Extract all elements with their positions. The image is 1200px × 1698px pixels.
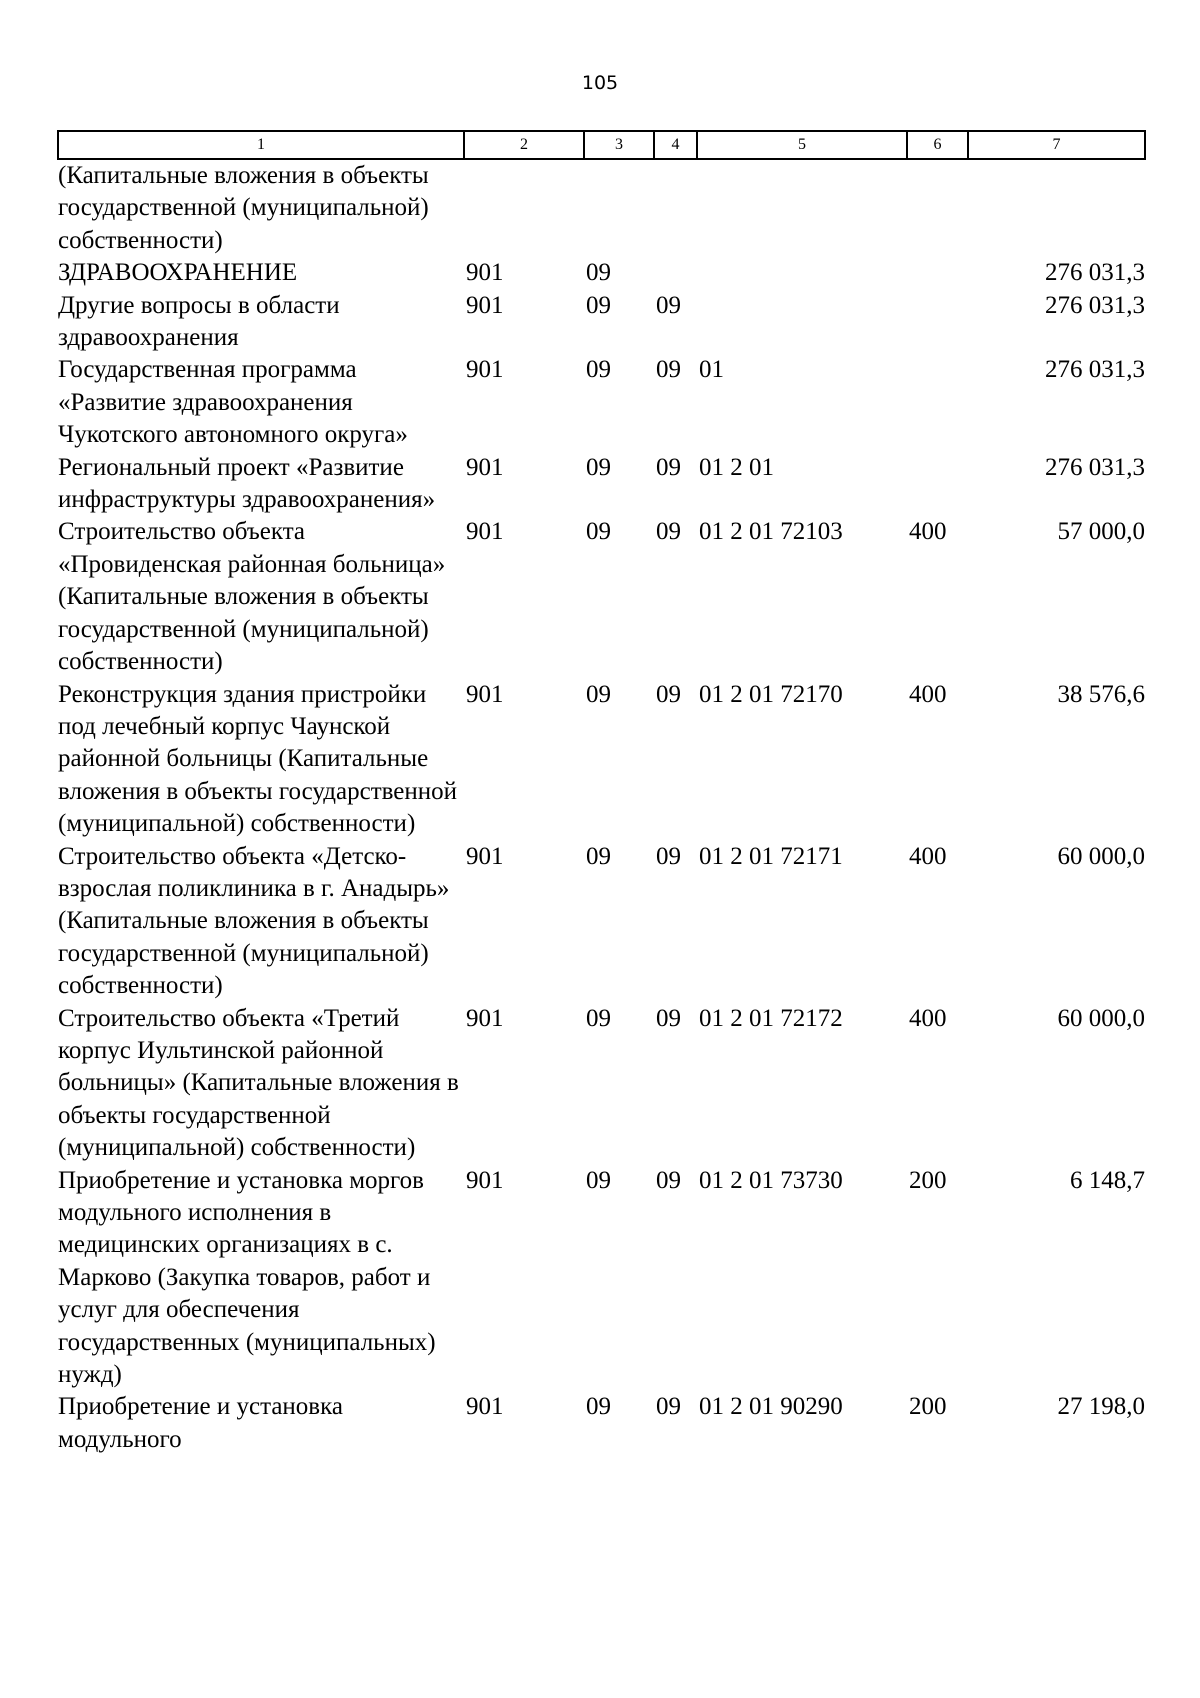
row-ved-code: 901	[466, 1004, 504, 1032]
header-row	[58, 131, 1145, 159]
row-amount: 6 148,7	[1070, 1166, 1145, 1194]
header-cell-6: 6	[907, 131, 968, 159]
row-subsection-code: 09	[656, 1393, 681, 1421]
row-target-article-code: 01 2 01	[699, 453, 774, 481]
row-ved-code	[464, 159, 584, 257]
table-row	[58, 1391, 1145, 1456]
row-expense-type-code: 200	[909, 1166, 947, 1194]
row-subsection-code: 09	[656, 453, 681, 481]
row-expense-type-code: 200	[909, 1393, 947, 1421]
page-number: 105	[581, 72, 619, 94]
row-amount: 38 576,6	[1057, 680, 1145, 708]
row-expense-type-code: 400	[909, 842, 947, 870]
table-row	[58, 290, 1145, 355]
row-amount: 276 031,3	[1045, 453, 1145, 481]
row-amount: 276 031,3	[1045, 259, 1145, 287]
header-cell-5: 5	[697, 131, 907, 159]
row-ved-code: 901	[466, 259, 504, 287]
table-header	[58, 131, 1145, 159]
table-row	[58, 1165, 1145, 1392]
row-section-code: 09	[586, 1166, 611, 1194]
table-row	[58, 841, 1145, 1003]
row-name: (Капитальные вложения в объекты государственной (муниципальной) собственности)	[58, 162, 429, 254]
header-cell-1: 1	[58, 131, 464, 159]
row-target-article-code: 01	[699, 356, 724, 384]
row-ved-code: 901	[466, 453, 504, 481]
row-ved-code: 901	[466, 1393, 504, 1421]
row-ved-code: 901	[466, 356, 504, 384]
row-target-article-code: 01 2 01 72170	[699, 680, 843, 708]
row-section-code: 09	[586, 259, 611, 287]
row-target-article-code	[697, 290, 907, 355]
row-name: Приобретение и установка модульного	[58, 1393, 343, 1453]
row-target-article-code: 01 2 01 90290	[699, 1393, 843, 1421]
row-target-article-code: 01 2 01 72171	[699, 842, 843, 870]
row-amount: 57 000,0	[1057, 518, 1145, 546]
row-expense-type-code: 400	[909, 518, 947, 546]
row-ved-code: 901	[466, 1166, 504, 1194]
row-subsection-code: 09	[656, 356, 681, 384]
row-amount: 60 000,0	[1057, 842, 1145, 870]
row-section-code: 09	[586, 291, 611, 319]
row-subsection-code	[654, 159, 697, 257]
table-row	[58, 679, 1145, 841]
row-name: Реконструкция здания пристройки под лечебный корпус Чаунской районной больницы (Капитальные вложения в объекты государственной (муниципальной) собственности)	[58, 680, 458, 838]
row-subsection-code: 09	[656, 1166, 681, 1194]
row-subsection-code: 09	[656, 1004, 681, 1032]
table-row	[58, 452, 1145, 517]
row-target-article-code	[697, 159, 907, 257]
row-expense-type-code	[907, 354, 968, 451]
row-amount: 276 031,3	[1045, 291, 1145, 319]
table-row	[58, 257, 1145, 289]
row-section-code: 09	[586, 453, 611, 481]
table-row	[58, 516, 1145, 678]
header-cell-2: 2	[464, 131, 584, 159]
row-name: ЗДРАВООХРАНЕНИЕ	[58, 259, 298, 287]
row-amount: 27 198,0	[1057, 1393, 1145, 1421]
row-subsection-code	[654, 257, 697, 289]
header-cell-4: 4	[654, 131, 697, 159]
row-amount	[968, 159, 1145, 257]
row-section-code: 09	[586, 356, 611, 384]
row-expense-type-code: 400	[909, 680, 947, 708]
table-body	[58, 159, 1145, 1456]
row-subsection-code: 09	[656, 518, 681, 546]
row-expense-type-code	[907, 257, 968, 289]
row-name: Государственная программа «Развитие здравоохранения Чукотского автономного округа»	[58, 356, 408, 449]
row-expense-type-code	[907, 452, 968, 517]
row-subsection-code: 09	[656, 842, 681, 870]
row-subsection-code: 09	[656, 291, 681, 319]
row-subsection-code: 09	[656, 680, 681, 708]
row-target-article-code	[697, 257, 907, 289]
row-name: Строительство объекта «Провиденская районная больница» (Капитальные вложения в объекты государственной (муниципальной) собственности)	[58, 518, 446, 676]
table-row	[58, 354, 1145, 451]
header-cell-7: 7	[968, 131, 1145, 159]
table-row	[58, 159, 1145, 257]
budget-table	[57, 130, 1146, 1456]
row-name: Строительство объекта «Детско-взрослая поликлиника в г. Анадырь» (Капитальные вложения в объекты государственной (муниципальной) собственности)	[58, 842, 450, 1000]
row-name: Приобретение и установка моргов модульного исполнения в медицинских организациях в с. Марково (Закупка товаров, работ и услуг для обеспечения государственных (муниципальных) нужд)	[58, 1166, 436, 1389]
row-section-code: 09	[586, 842, 611, 870]
row-target-article-code: 01 2 01 72172	[699, 1004, 843, 1032]
row-section-code: 09	[586, 1004, 611, 1032]
row-ved-code: 901	[466, 518, 504, 546]
table-row	[58, 1003, 1145, 1165]
row-expense-type-code: 400	[909, 1004, 947, 1032]
row-section-code	[584, 159, 654, 257]
row-ved-code: 901	[466, 842, 504, 870]
row-amount: 276 031,3	[1045, 356, 1145, 384]
row-target-article-code: 01 2 01 73730	[699, 1166, 843, 1194]
row-target-article-code: 01 2 01 72103	[699, 518, 843, 546]
row-section-code: 09	[586, 518, 611, 546]
row-name: Региональный проект «Развитие инфраструктуры здравоохранения»	[58, 453, 436, 514]
row-ved-code: 901	[466, 680, 504, 708]
header-cell-3: 3	[584, 131, 654, 159]
row-name: Другие вопросы в области здравоохранения	[58, 291, 340, 352]
row-section-code: 09	[586, 680, 611, 708]
row-name: Строительство объекта «Третий корпус Иультинской районной больницы» (Капитальные вложения в объекты государственной (муниципальной) собственности)	[58, 1004, 459, 1162]
row-ved-code: 901	[466, 291, 504, 319]
row-expense-type-code	[907, 159, 968, 257]
row-section-code: 09	[586, 1393, 611, 1421]
row-expense-type-code	[907, 290, 968, 355]
row-amount: 60 000,0	[1057, 1004, 1145, 1032]
